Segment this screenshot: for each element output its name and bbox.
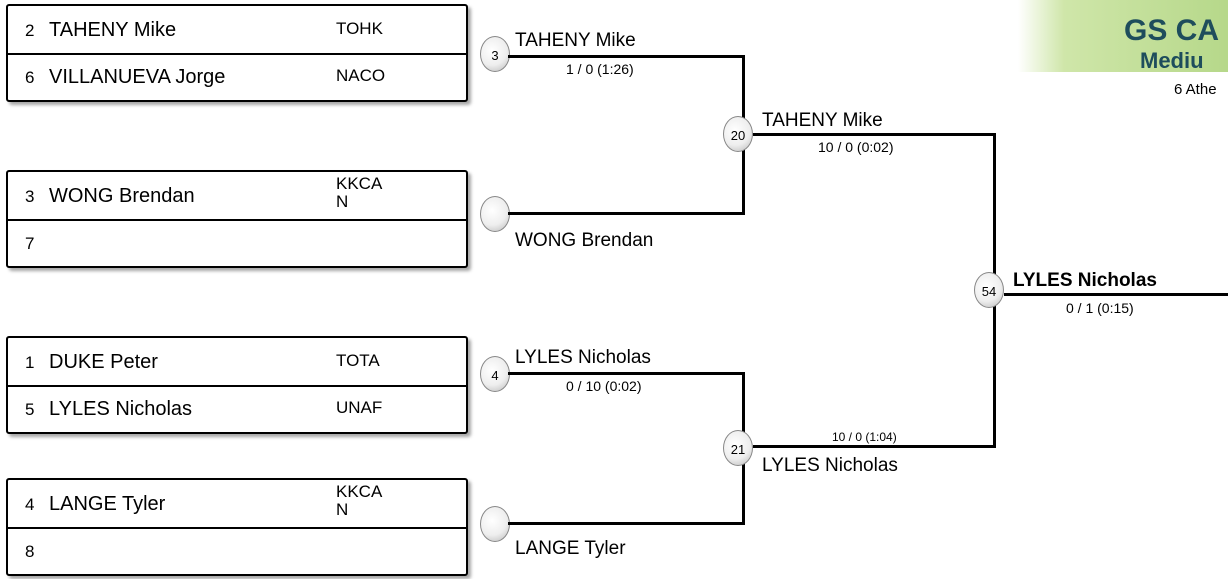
athlete-count: 6 Athe (1174, 81, 1217, 98)
club-code-line: KKCA (336, 174, 383, 193)
athlete-name[interactable]: TAHENY Mike (49, 19, 177, 41)
seed-number: 2 (25, 21, 35, 40)
bracket-line (753, 445, 996, 448)
bracket-line (508, 55, 745, 58)
seed-number: 3 (25, 187, 35, 206)
match-number-badge: 21 (723, 430, 753, 466)
club-code (336, 483, 396, 519)
seed-number: 7 (25, 234, 35, 253)
athlete-name[interactable]: LANGE Tyler (49, 493, 166, 515)
club-code-line: N (336, 500, 349, 519)
seed-number: 1 (25, 353, 35, 372)
match-number-badge (480, 196, 510, 232)
pool-box-4 (6, 478, 468, 576)
pool-box-1 (6, 4, 468, 102)
club-code-line: N (336, 192, 349, 211)
match-score: 10 / 0 (0:02) (818, 139, 894, 155)
bracket-line (508, 212, 745, 215)
winner-name[interactable]: TAHENY Mike (762, 110, 883, 131)
match-score: 0 / 10 (0:02) (566, 378, 642, 394)
seed-row (8, 338, 466, 387)
seed-row (8, 480, 466, 529)
seed-row (8, 385, 466, 432)
winner-name[interactable]: TAHENY Mike (515, 30, 636, 51)
winner-name[interactable]: LYLES Nicholas (515, 347, 651, 368)
event-title: GS CA (1124, 14, 1220, 47)
pool-box-3 (6, 336, 468, 434)
winner-name[interactable]: LANGE Tyler (515, 538, 626, 559)
bracket-line (508, 372, 745, 375)
seed-row (8, 53, 466, 100)
athlete-name[interactable]: DUKE Peter (49, 351, 158, 373)
athlete-name[interactable]: LYLES Nicholas (49, 398, 193, 420)
bracket-line (753, 133, 996, 136)
club-code: TOHK (336, 19, 383, 38)
seed-row (8, 219, 466, 266)
match-score: 0 / 1 (0:15) (1066, 300, 1134, 316)
seed-number: 5 (25, 400, 35, 419)
club-code: UNAF (336, 398, 383, 417)
club-code (336, 175, 396, 211)
match-score: 1 / 0 (1:26) (566, 61, 634, 77)
match-number-badge (480, 506, 510, 542)
seed-row (8, 172, 466, 221)
winner-name[interactable]: LYLES Nicholas (762, 455, 898, 476)
seed-row (8, 527, 466, 574)
seed-number: 8 (25, 542, 35, 561)
seed-row (8, 6, 466, 55)
seed-number: 4 (25, 495, 35, 514)
event-category: Mediu (1140, 48, 1204, 73)
athlete-name[interactable]: WONG Brendan (49, 185, 195, 207)
match-number-badge: 4 (480, 356, 510, 392)
athlete-name[interactable]: VILLANUEVA Jorge (49, 66, 226, 88)
winner-name[interactable]: WONG Brendan (515, 230, 654, 251)
club-code-line: KKCA (336, 482, 383, 501)
club-code: NACO (336, 66, 386, 85)
seed-number: 6 (25, 68, 35, 87)
match-number-badge: 54 (974, 272, 1004, 308)
bracket-line (1004, 293, 1228, 296)
match-number-badge: 3 (480, 36, 510, 72)
pool-box-2 (6, 170, 468, 268)
bracket-line (508, 522, 745, 525)
match-number-badge: 20 (723, 116, 753, 152)
match-score: 10 / 0 (1:04) (832, 430, 897, 444)
club-code: TOTA (336, 351, 380, 370)
final-winner-name[interactable]: LYLES Nicholas (1013, 270, 1157, 291)
